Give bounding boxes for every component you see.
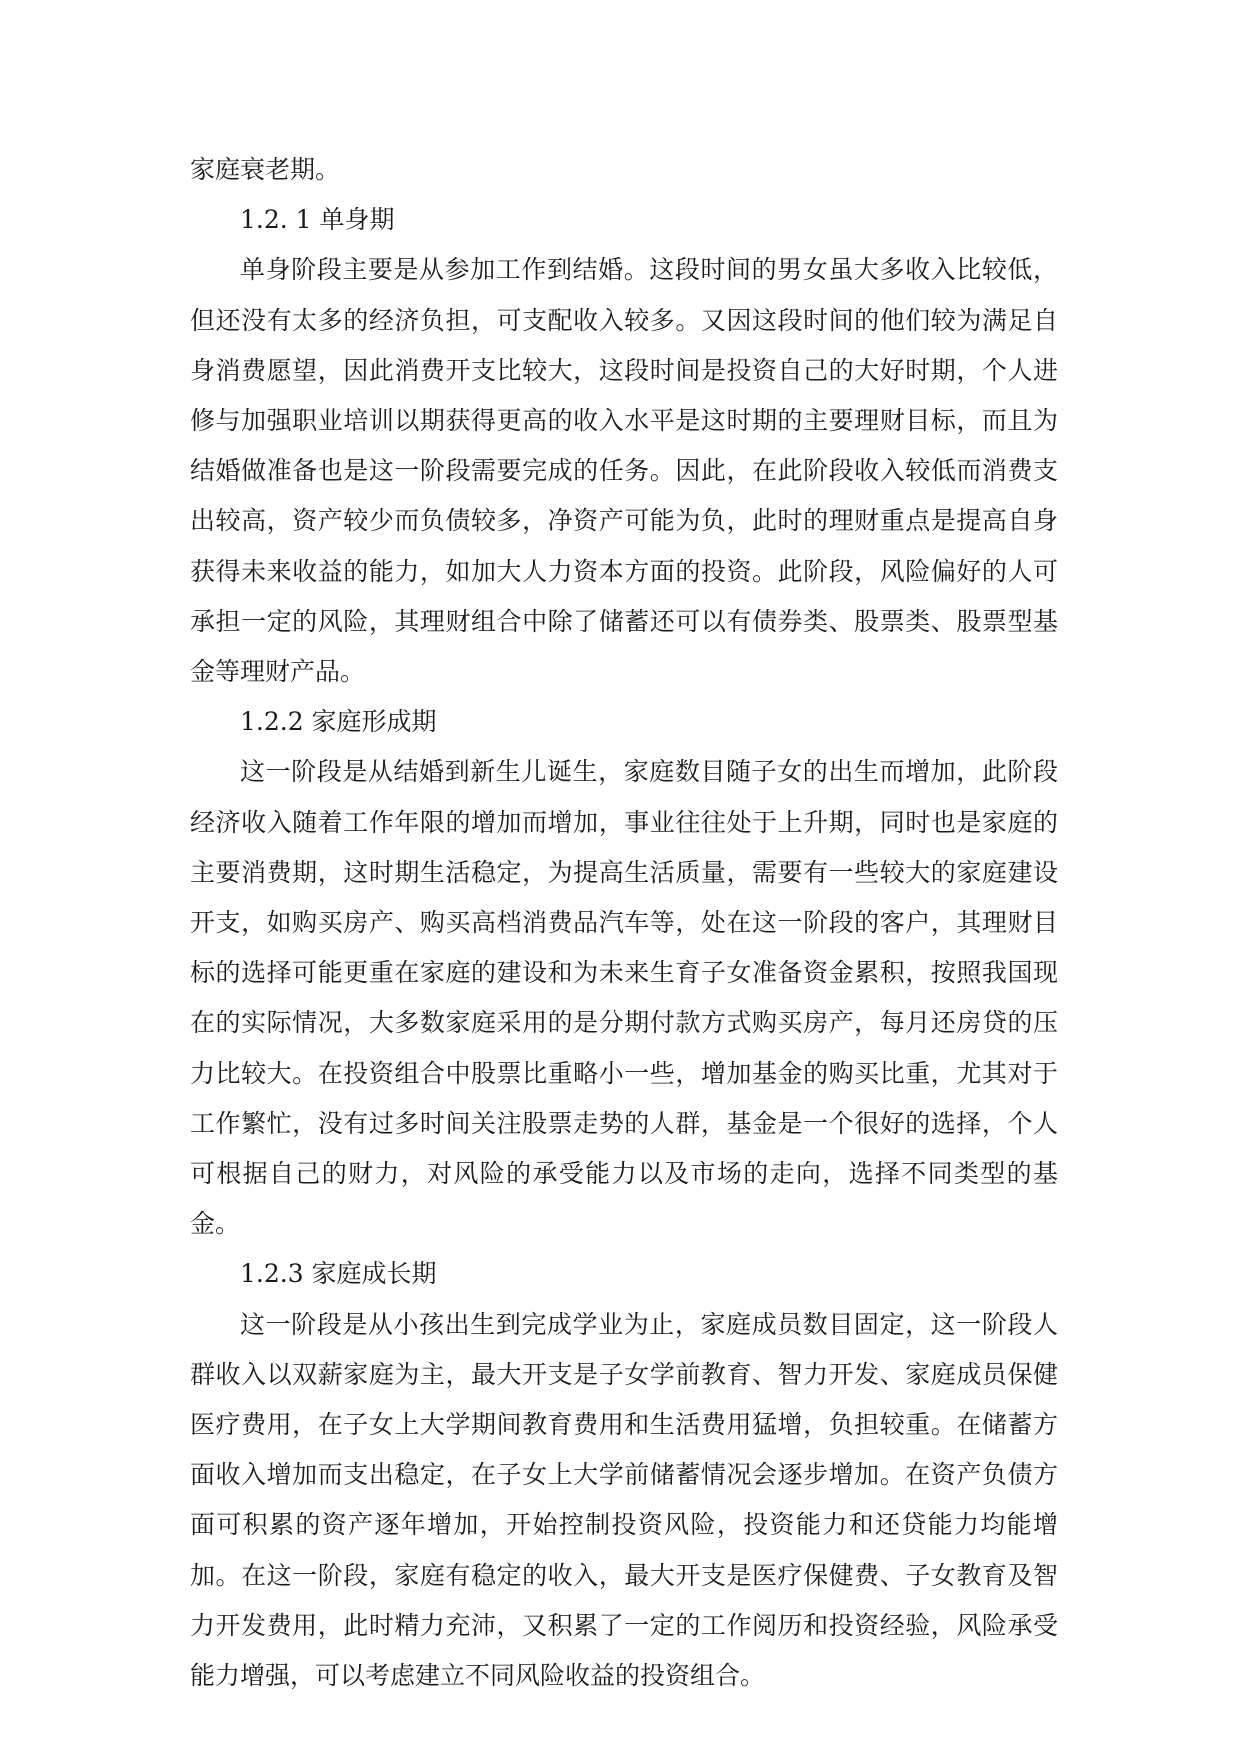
document-page [190, 145, 1058, 1701]
section-heading-growth: 1.2.3 家庭成长期 [240, 1259, 437, 1289]
intro-paragraph: 家庭衰老期。 [190, 155, 341, 184]
section-heading-formation: 1.2.2 家庭形成期 [240, 707, 437, 737]
section-body-formation: 这一阶段是从结婚到新生儿诞生，家庭数目随子女的出生而增加，此阶段经济收入随着工作年限的增加而增加，事业往往处于上升期，同时也是家庭的主要消费期，这时期生活稳定，为提高生活质量，需要有一些较大的家庭建设开支，如购买房产、购买高档消费品汽车等，处在这一阶段的客户，其理财目标的选择可能更重在家庭的建设和为未来生育子女准备资金累积，按照我国现在的实际情况，大多数家庭采用的是分期付款方式购买房产，每月还房贷的压力比较大。在投资组合中股票比重略小一些，增加基金的购买比重，尤其对于工作繁忙，没有过多时间关注股票走势的人群，基金是一个很好的选择，个人可根据自己的财力，对风险的承受能力以及市场的走向，选择不同类型的基金。 [190, 757, 1058, 1239]
section-heading-single: 1.2. 1 单身期 [240, 205, 395, 235]
section-body-single: 单身阶段主要是从参加工作到结婚。这段时间的男女虽大多收入比较低，但还没有太多的经济负担，可支配收入较多。又因这段时间的他们较为满足自身消费愿望，因此消费开支比较大，这段时间是投资自己的大好时期，个人进修与加强职业培训以期获得更高的收入水平是这时期的主要理财目标，而且为结婚做准备也是这一阶段需要完成的任务。因此，在此阶段收入较低而消费支出较高，资产较少而负债较多，净资产可能为负，此时的理财重点是提高自身获得未来收益的能力，如加大人力资本方面的投资。此阶段，风险偏好的人可承担一定的风险，其理财组合中除了储蓄还可以有债券类、股票类、股票型基金等理财产品。 [190, 255, 1058, 687]
section-body-growth: 这一阶段是从小孩出生到完成学业为止，家庭成员数目固定，这一阶段人群收入以双薪家庭为主，最大开支是子女学前教育、智力开发、家庭成员保健医疗费用，在子女上大学期间教育费用和生活费用猛增，负担较重。在储蓄方面收入增加而支出稳定，在子女上大学前储蓄情况会逐步增加。在资产负债方面可积累的资产逐年增加，开始控制投资风险，投资能力和还贷能力均能增加。在这一阶段，家庭有稳定的收入，最大开支是医疗保健费、子女教育及智力开发费用，此时精力充沛，又积累了一定的工作阅历和投资经验，风险承受能力增强，可以考虑建立不同风险收益的投资组合。 [190, 1309, 1058, 1691]
